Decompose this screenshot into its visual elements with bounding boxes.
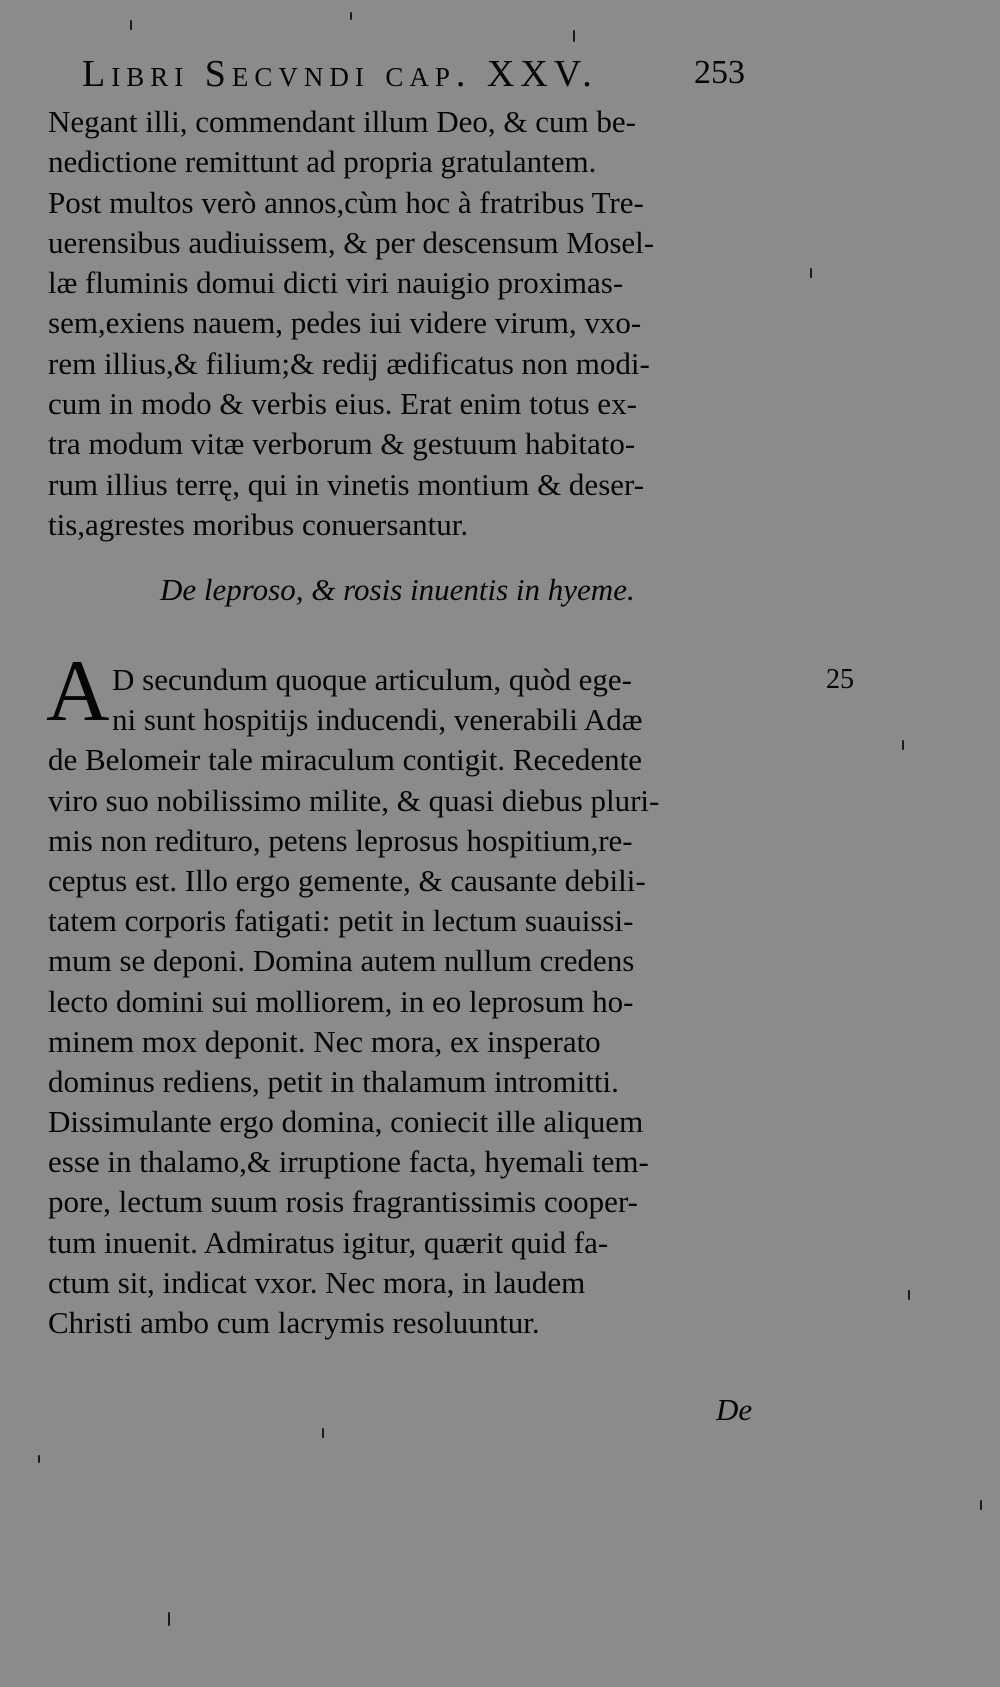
catchword: De (716, 1392, 753, 1427)
scan-speck (573, 30, 575, 42)
paragraph-2 (48, 660, 768, 1343)
text-line: Negant illi, commendant illum Deo, & cum be- (48, 104, 637, 139)
text-line: esse in thalamo,& irruptione facta, hyemali tem- (48, 1144, 649, 1180)
scan-speck (168, 1612, 170, 1626)
scan-speck (130, 20, 132, 30)
page-number: 253 (694, 54, 745, 91)
text-line: mum se deponi. Domina autem nullum credens (48, 943, 635, 979)
scan-speck (322, 1428, 324, 1438)
text-line: pore, lectum suum rosis fragrantissimis cooper- (48, 1184, 638, 1220)
text-line: lecto domini sui molliorem, in eo leprosum ho- (48, 983, 634, 1019)
text-line: ceptus est. Illo ergo gemente, & causante debili- (48, 862, 646, 898)
text-line: Christi ambo cum lacrymis resoluuntur. (48, 1305, 540, 1340)
section-title: De leproso, & rosis inuentis in hyeme. (160, 572, 635, 607)
paragraph-1 (48, 102, 768, 545)
text-line: viro suo nobilissimo milite, & quasi diebus pluri- (48, 782, 660, 818)
running-header (82, 52, 762, 102)
text-line: de Belomeir tale miraculum contigit. Recedente (48, 742, 642, 778)
scan-speck (38, 1455, 40, 1463)
text-line: dominus rediens, petit in thalamum intromitti. (48, 1063, 619, 1099)
text-line: tatem corporis fatigati: petit in lectum suauissi- (48, 903, 634, 939)
scan-speck (902, 740, 904, 750)
text-line: rem illius,& filium;& redij ædificatus non modi- (48, 345, 650, 381)
drop-cap: A (46, 643, 110, 740)
text-line: Dissimulante ergo domina, coniecit ille aliquem (48, 1104, 644, 1140)
scan-speck (810, 268, 812, 278)
header-title: Libri Secvndi cap. XXV. (82, 53, 598, 95)
text-line: D secundum quoque articulum, quòd ege- (112, 662, 632, 697)
scan-speck (980, 1500, 982, 1510)
scan-speck (350, 12, 352, 20)
text-line: uerensibus audiuissem, & per descensum Mosel- (48, 224, 655, 260)
text-line: mis non redituro, petens leprosus hospitium,re- (48, 822, 633, 858)
text-line: ni sunt hospitijs inducendi, venerabili Adæ (112, 702, 643, 738)
margin-note: 25 (826, 664, 854, 695)
text-line: cum in modo & verbis eius. Erat enim totus ex- (48, 386, 637, 422)
text-line: tis,agrestes moribus conuersantur. (48, 506, 469, 542)
text-line: ctum sit, indicat vxor. Nec mora, in laudem (48, 1264, 586, 1300)
text-line: tum inuenit. Admiratus igitur, quærit quid fa- (48, 1224, 609, 1260)
text-line: læ fluminis domui dicti viri nauigio proximas- (48, 265, 624, 301)
text-line: sem,exiens nauem, pedes iui videre virum, vxo- (48, 305, 642, 341)
text-line: rum illius terrę, qui in vinetis montium & deser- (48, 466, 645, 502)
scan-speck (908, 1290, 910, 1300)
text-line: nedictione remittunt ad propria gratulantem. (48, 144, 597, 180)
text-line: Post multos verò annos,cùm hoc à fratribus Tre- (48, 184, 644, 220)
text-line: minem mox deponit. Nec mora, ex insperato (48, 1023, 601, 1059)
text-line: tra modum vitæ verborum & gestuum habitato- (48, 426, 636, 462)
